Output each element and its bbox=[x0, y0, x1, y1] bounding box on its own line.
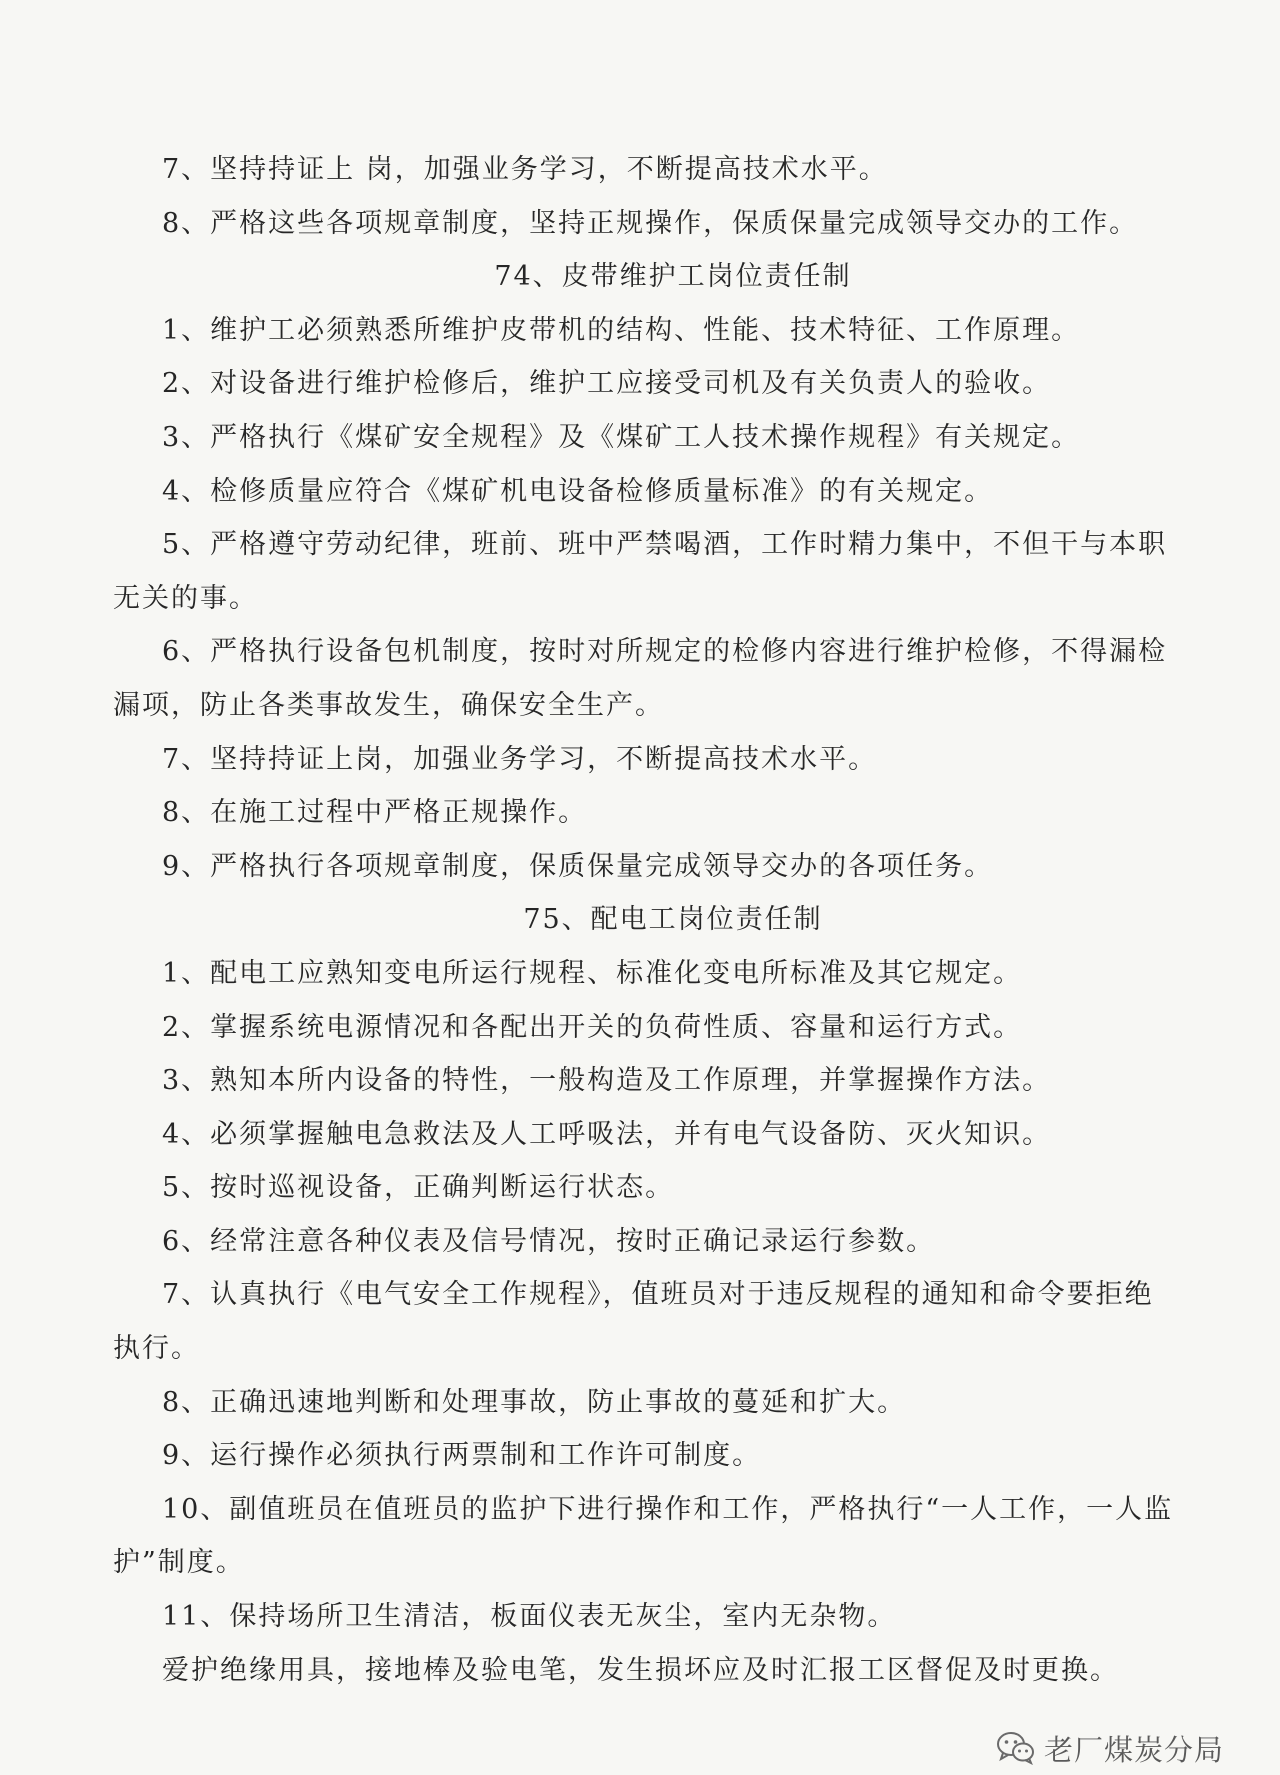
paragraph-line: 9、严格执行各项规章制度，保质保量完成领导交办的各项任务。 bbox=[162, 850, 994, 882]
list-item bbox=[0, 357, 1280, 411]
paragraph-line: 4、必须掌握触电急救法及人工呼吸法，并有电气设备防、灭火知识。 bbox=[162, 1118, 1052, 1150]
section-continued bbox=[0, 143, 1280, 250]
section-75 bbox=[0, 893, 1280, 1697]
list-item bbox=[0, 1483, 1280, 1590]
list-item bbox=[0, 733, 1280, 787]
paragraph-line: 6、经常注意各种仪表及信号情况，按时正确记录运行参数。 bbox=[162, 1225, 936, 1257]
paragraph-line: 1、配电工应熟知变电所运行规程、标准化变电所标准及其它规定。 bbox=[162, 957, 1023, 989]
list-item bbox=[0, 1644, 1280, 1698]
paragraph-line: 2、掌握系统电源情况和各配出开关的负荷性质、容量和运行方式。 bbox=[162, 1011, 1023, 1043]
list-item bbox=[0, 411, 1280, 465]
paragraph-line: 11、保持场所卫生清洁，板面仪表无灰尘，室内无杂物。 bbox=[162, 1601, 897, 1633]
paragraph-line: 3、严格执行《煤矿安全规程》及《煤矿工人技术操作规程》有关规定。 bbox=[162, 421, 1081, 453]
paragraph-line: 4、检修质量应符合《煤矿机电设备检修质量标准》的有关规定。 bbox=[162, 475, 994, 507]
list-item bbox=[0, 143, 1280, 197]
paragraph-line-continued: 护”制度。 bbox=[113, 1547, 245, 1579]
paragraph-line: 6、严格执行设备包机制度，按时对所规定的检修内容进行维护检修，不得漏检 bbox=[162, 636, 1168, 668]
paragraph-line: 8、正确迅速地判断和处理事故，防止事故的蔓延和扩大。 bbox=[162, 1386, 907, 1418]
paragraph-line: 5、严格遵守劳动纪律，班前、班中严禁喝酒，工作时精力集中，不但干与本职 bbox=[162, 529, 1168, 561]
section-74 bbox=[0, 250, 1280, 893]
list-item bbox=[0, 1429, 1280, 1483]
section-heading: 75、配电工岗位责任制 bbox=[523, 904, 823, 936]
wechat-icon bbox=[996, 1731, 1036, 1765]
paragraph-line: 10、副值班员在值班员的监护下进行操作和工作，严格执行“一人工作，一人监 bbox=[162, 1493, 1174, 1525]
list-item bbox=[0, 625, 1280, 732]
paragraph-line-continued: 执行。 bbox=[113, 1333, 200, 1365]
paragraph-line: 爱护绝缘用具，接地棒及验电笔，发生损坏应及时汇报工区督促及时更换。 bbox=[162, 1654, 1119, 1686]
paragraph-line: 7、坚持持证上岗，加强业务学习，不断提高技术水平。 bbox=[162, 743, 878, 775]
paragraph-line-continued: 无关的事。 bbox=[113, 582, 258, 614]
paragraph-line: 9、运行操作必须执行两票制和工作许可制度。 bbox=[162, 1440, 762, 1472]
list-item bbox=[0, 786, 1280, 840]
watermark bbox=[996, 1728, 1224, 1768]
list-item bbox=[0, 518, 1280, 625]
list-item bbox=[0, 947, 1280, 1001]
watermark-text: 老厂煤炭分局 bbox=[1044, 1732, 1225, 1767]
paragraph-line: 3、熟知本所内设备的特性，一般构造及工作原理，并掌握操作方法。 bbox=[162, 1065, 1052, 1097]
list-item bbox=[0, 1215, 1280, 1269]
section-heading: 74、皮带维护工岗位责任制 bbox=[494, 261, 852, 293]
list-item bbox=[0, 1108, 1280, 1162]
list-item bbox=[0, 1268, 1280, 1375]
list-item bbox=[0, 1161, 1280, 1215]
list-item bbox=[0, 197, 1280, 251]
list-item bbox=[0, 1054, 1280, 1108]
paragraph-line: 8、在施工过程中严格正规操作。 bbox=[162, 797, 588, 829]
list-item bbox=[0, 1001, 1280, 1055]
paragraph-line: 7、坚持持证上 岗，加强业务学习，不断提高技术水平。 bbox=[162, 154, 888, 185]
list-item bbox=[0, 465, 1280, 519]
list-item bbox=[0, 840, 1280, 894]
paragraph-line: 7、认真执行《电气安全工作规程》，值班员对于违反规程的通知和命令要拒绝 bbox=[162, 1279, 1154, 1311]
list-item bbox=[0, 1590, 1280, 1644]
paragraph-line: 2、对设备进行维护检修后，维护工应接受司机及有关负责人的验收。 bbox=[162, 368, 1052, 400]
paragraph-line-continued: 漏项，防止各类事故发生，确保安全生产。 bbox=[113, 689, 664, 721]
list-item bbox=[0, 1376, 1280, 1430]
list-item bbox=[0, 304, 1280, 358]
paragraph-line: 8、严格这些各项规章制度，坚持正规操作，保质保量完成领导交办的工作。 bbox=[162, 207, 1139, 239]
paragraph-line: 5、按时巡视设备，正确判断运行状态。 bbox=[162, 1172, 675, 1204]
paragraph-line: 1、维护工必须熟悉所维护皮带机的结构、性能、技术特征、工作原理。 bbox=[162, 314, 1081, 346]
